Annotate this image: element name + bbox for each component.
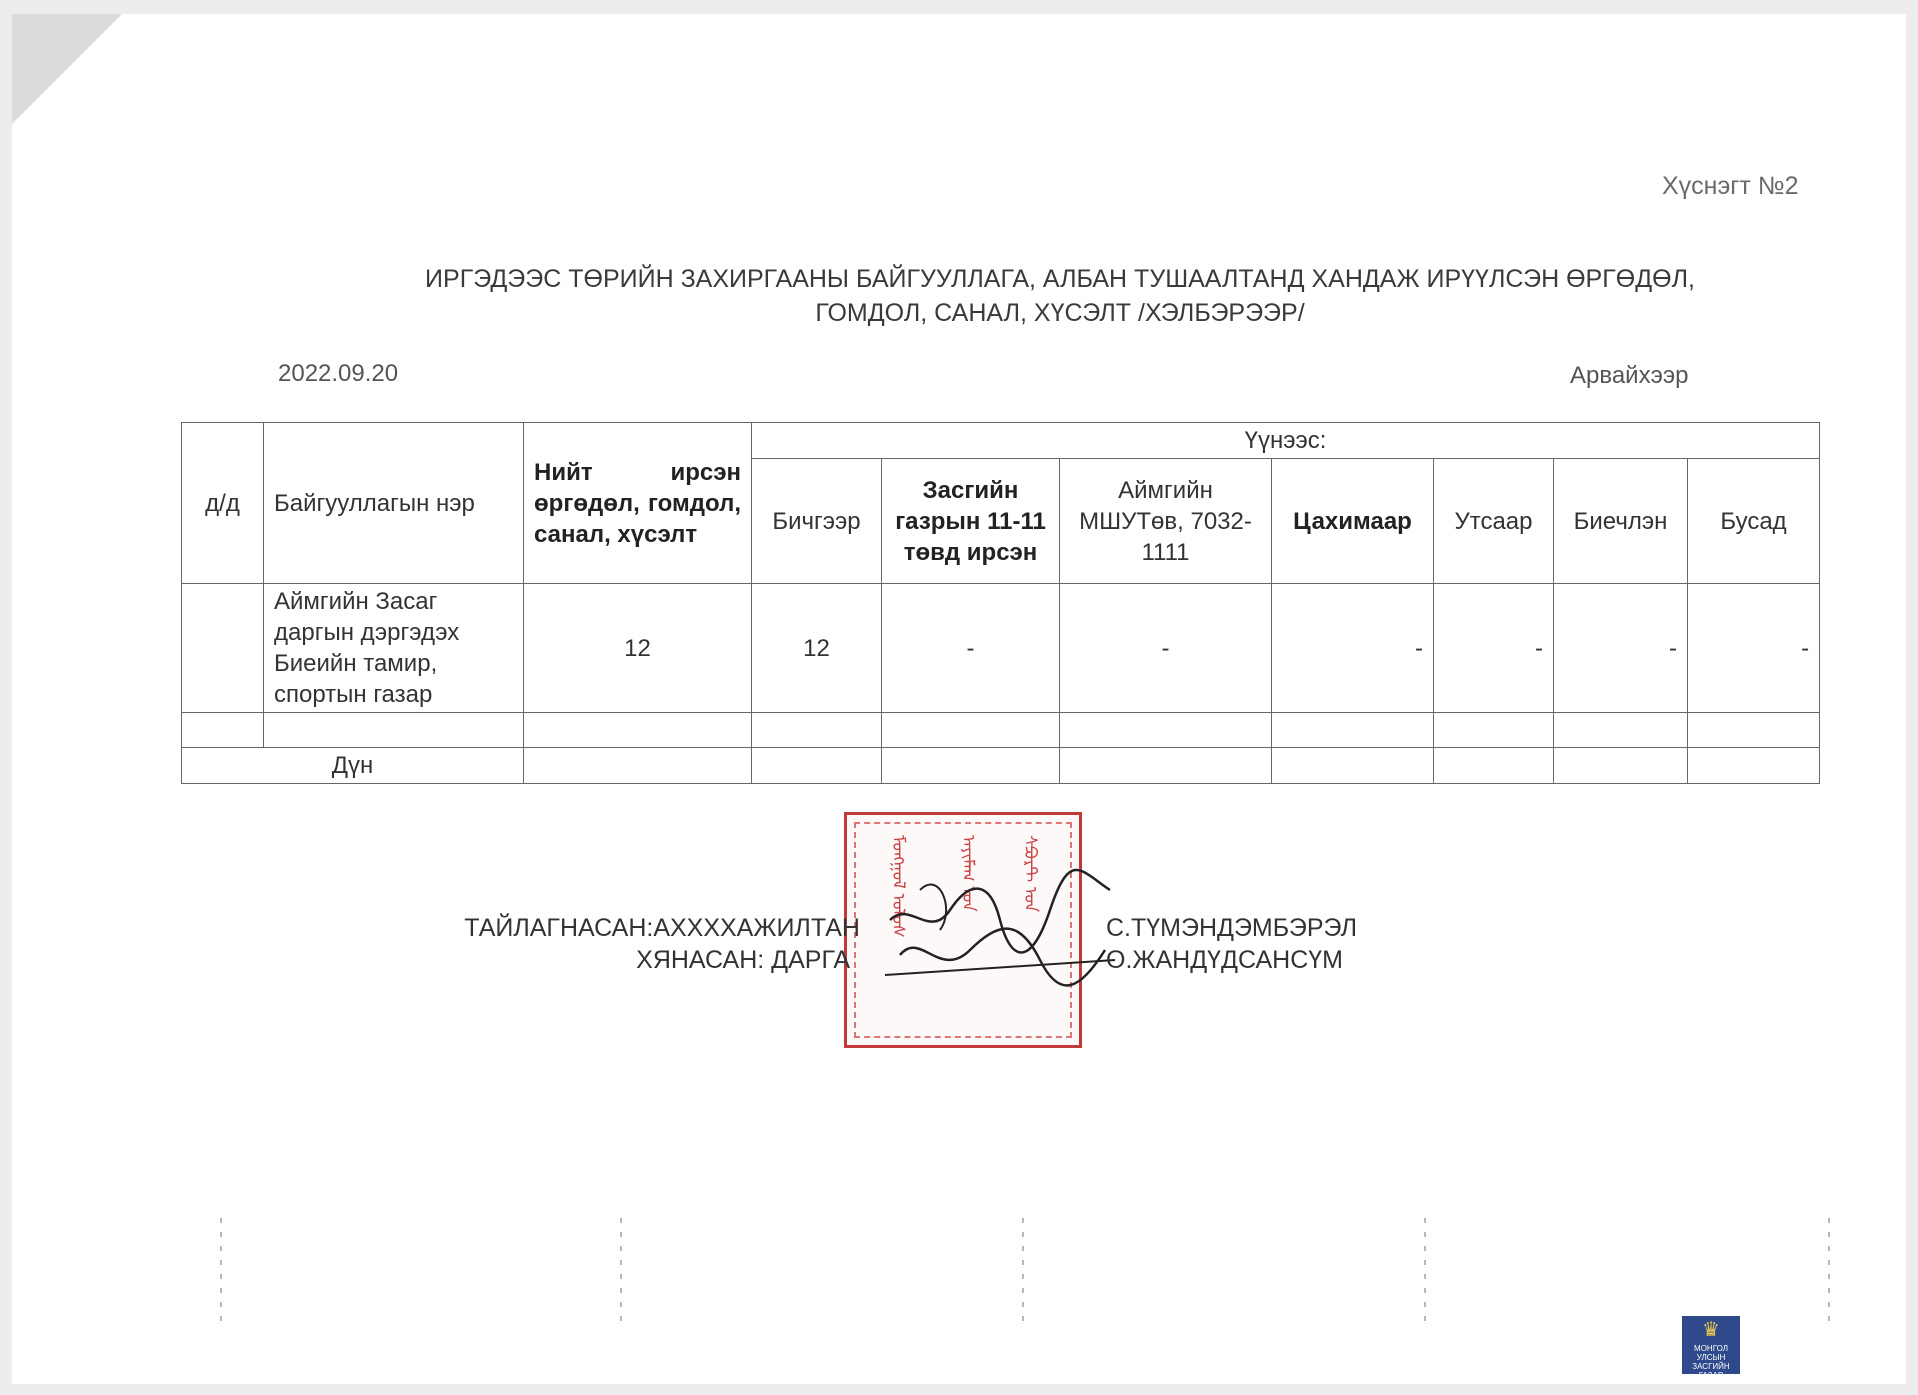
stamp-script-col-3: ᠰᠫᠣᠷᠲ ᠤᠨ bbox=[1021, 835, 1040, 913]
cell-phone: - bbox=[1434, 584, 1554, 713]
header-aimag-center: Аймгийн МШУТөв, 7032-1111 bbox=[1060, 459, 1272, 584]
cell-other: - bbox=[1688, 584, 1820, 713]
reported-label: ТАЙЛАГНАСАН:АХХХХАЖИЛТАН bbox=[464, 914, 860, 942]
title-line-2: ГОМДОЛ, САНАЛ, ХҮСЭЛТ /ХЭЛБЭРЭЭР/ bbox=[815, 299, 1305, 327]
cell-org-name: Аймгийн Засаг даргын дэргэдэх Биеийн тамир, спортын газар bbox=[264, 584, 524, 713]
table-row-empty bbox=[182, 713, 1820, 748]
handwritten-signature bbox=[880, 860, 1120, 1000]
report-table bbox=[181, 422, 1820, 784]
cell-gov-1111: - bbox=[882, 584, 1060, 713]
header-in-person: Биечлэн bbox=[1554, 459, 1688, 584]
cell-in-person: - bbox=[1554, 584, 1688, 713]
header-other: Бусад bbox=[1688, 459, 1820, 584]
reviewed-name: О.ЖАНДҮДСАНСҮМ bbox=[1106, 946, 1343, 974]
stamp-script-col-1: ᠮᠣᠩᠭᠣᠯ ᠤᠯᠤᠰ bbox=[889, 835, 908, 938]
fold-dots bbox=[1828, 1218, 1830, 1328]
header-phone: Утсаар bbox=[1434, 459, 1554, 584]
header-gov-1111: Засгийн газрын 11-11 төвд ирсэн bbox=[882, 459, 1060, 584]
folded-corner bbox=[12, 14, 122, 124]
stamp-script-col-2: ᠠᠶᠢᠮᠠᠭ ᠤᠨ bbox=[959, 835, 978, 912]
total-label: Дүн bbox=[182, 748, 524, 784]
header-of-which: Үүнээс: bbox=[752, 423, 1820, 459]
fold-dots bbox=[220, 1218, 222, 1328]
report-date: 2022.09.20 bbox=[278, 360, 399, 387]
mongolia-soyombo-icon: ♛ МОНГОЛ УЛСЫН ЗАСГИЙН ГАЗАР bbox=[1682, 1316, 1740, 1374]
reported-name: С.ТҮМЭНДЭМБЭРЭЛ bbox=[1106, 914, 1358, 942]
header-written: Бичгээр bbox=[752, 459, 882, 584]
cell-total: 12 bbox=[524, 584, 752, 713]
header-org-name: Байгууллагын нэр bbox=[264, 423, 524, 584]
reviewed-label: ХЯНАСАН: ДАРГА bbox=[636, 946, 850, 974]
fold-dots bbox=[1022, 1218, 1024, 1328]
table-row-total bbox=[182, 748, 1820, 784]
fold-dots bbox=[1424, 1218, 1426, 1328]
annex-label: Хүснэгт №2 bbox=[1662, 172, 1799, 200]
report-place: Арвайхээр bbox=[1570, 362, 1689, 389]
table-row bbox=[182, 584, 1820, 713]
fold-dots bbox=[620, 1218, 622, 1328]
document-title bbox=[300, 262, 1820, 330]
header-total: Нийт ирсэн өргөдөл, гомдол, санал, хүсэлт bbox=[524, 423, 752, 584]
cell-electronic: - bbox=[1272, 584, 1434, 713]
cell-written: 12 bbox=[752, 584, 882, 713]
cell-aimag-center: - bbox=[1060, 584, 1272, 713]
title-line-1: ИРГЭДЭЭС ТӨРИЙН ЗАХИРГААНЫ БАЙГУУЛЛАГА, АЛБАН ТУШААЛТАНД ХАНДАЖ ИРҮҮЛСЭН ӨРГӨДӨЛ, bbox=[425, 265, 1695, 293]
header-no: д/д bbox=[182, 423, 264, 584]
header-electronic: Цахимаар bbox=[1272, 459, 1434, 584]
cell-no bbox=[182, 584, 264, 713]
